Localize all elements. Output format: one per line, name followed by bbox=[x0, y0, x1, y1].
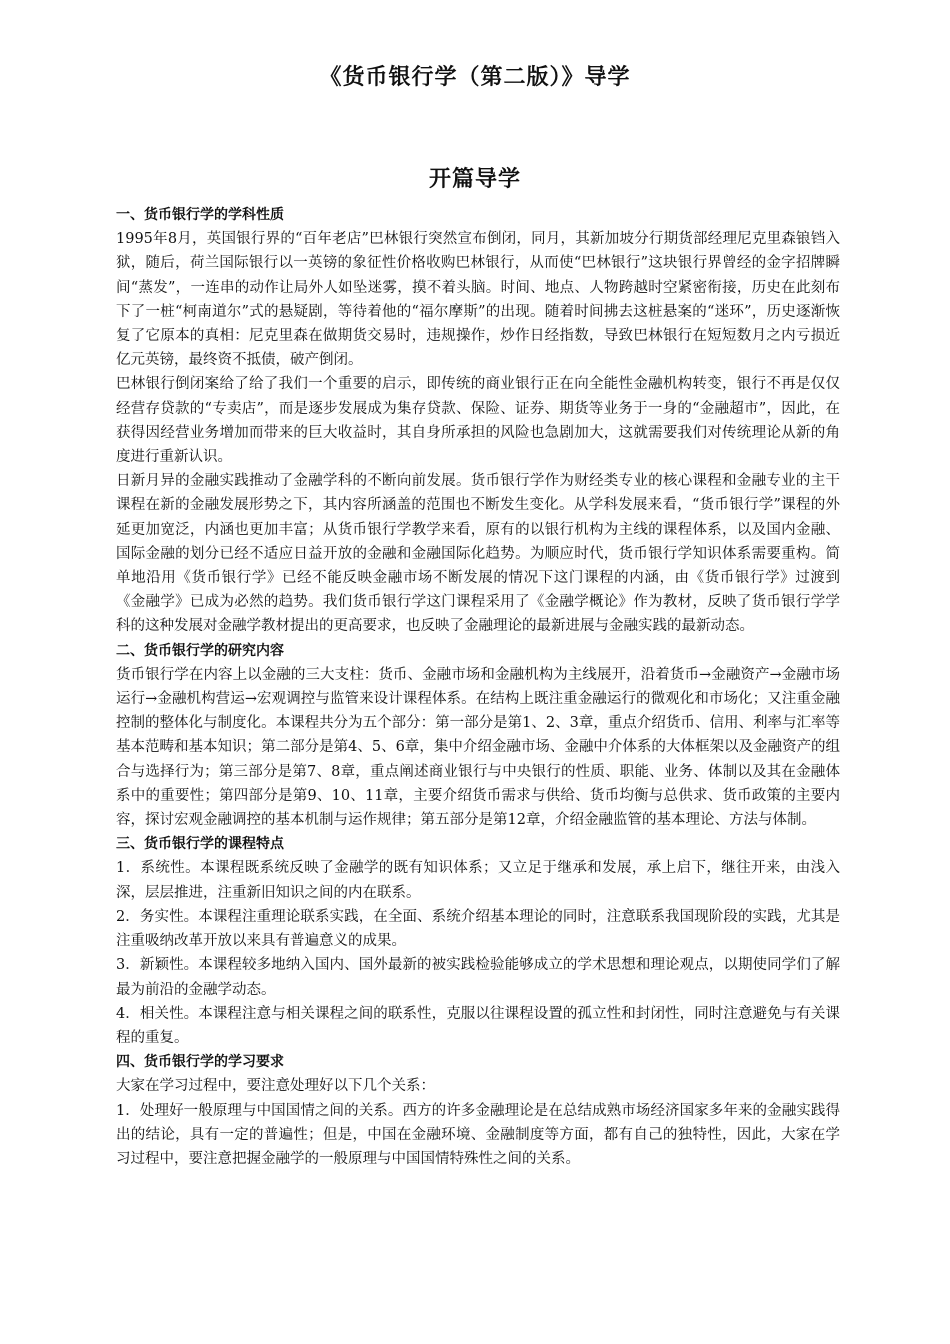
chapter-title: 开篇导学 bbox=[428, 167, 521, 192]
section-heading: 一、货币银行学的学科性质 bbox=[116, 207, 284, 223]
paragraph: 4．相关性。本课程注意与相关课程之间的联系性，克服以往课程设置的孤立性和封闭性，同时注意避免与有关课程的重复。 bbox=[116, 1005, 840, 1046]
paragraph: 3．新颖性。本课程较多地纳入国内、国外最新的被实践检验能够成立的学术思想和理论观点，以期使同学们了解最为前沿的金融学动态。 bbox=[116, 957, 840, 998]
paragraph: 1995年8月，英国银行界的“百年老店”巴林银行突然宣布倒闭，同月，其新加坡分行期货部经理尼克里森锒铛入狱，随后，荷兰国际银行以一英镑的象征性价格收购巴林银行，从而使“巴林银行”这块银行界曾经的金字招牌瞬间“蒸发”，一连串的动作让局外人如坠迷雾，摸不着头脑。时间、地点、人物跨越时空紧密衔接，历史在此刻布下了一桩“柯南道尔”式的悬疑剧，等待着他的“福尔摩斯”的出现。随着时间拂去这桩悬案的“迷环”，历史逐渐恢复了它原本的真相：尼克里森在做期货交易时，违规操作，炒作日经指数，导致巴林银行在短短数月之内亏损近亿元英镑，最终资不抵债，破产倒闭。 bbox=[116, 231, 840, 369]
document-title: 《货币银行学（第二版）》导学 bbox=[319, 65, 631, 90]
section-heading: 四、货币银行学的学习要求 bbox=[116, 1054, 284, 1071]
paragraph: 日新月异的金融实践推动了金融学科的不断向前发展。货币银行学作为财经类专业的核心课程和金融专业的主干课程在新的金融发展形势之下，其内容所涵盖的范围也不断发生变化。从学科发展来看，“货币银行学”课程的外延更加宽泛，内涵也更加丰富；从货币银行学教学来看，原有的以银行机构为主线的课程体系，以及国内金融、国际金融的划分已经不适应日益开放的金融和金融国际化趋势。为顺应时代，货币银行学知识体系需要重构。简单地沿用《货币银行学》已经不能反映金融市场不断发展的情况下这门课程的内涵，由《货币银行学》过渡到《金融学》已成为必然的趋势。我们货币银行学这门课程采用了《金融学概论》作为教材，反映了货币银行学学科的这种发展对金融学教材提出的更高要求，也反映了金融理论的最新进展与金融实践的最新动态。 bbox=[116, 473, 840, 635]
paragraph: 货币银行学在内容上以金融的三大支柱：货币、金融市场和金融机构为主线展开，沿着货币→金融资产→金融市场运行→金融机构营运→宏观调控与监管来设计课程体系。在结构上既注重金融运行的微观化和市场化；又注重金融控制的整体化与制度化。本课程共分为五个部分：第一部分是第1、2、3章，重点介绍货币、信用、利率与汇率等基本范畴和基本知识；第二部分是第4、5、6章，集中介绍金融市场、金融中介体系的大体框架以及金融资产的组合与选择行为；第三部分是第7、8章，重点阐述商业银行与中央银行的性质、职能、业务、体制以及其在金融体系中的重要性；第四部分是第9、10、11章，主要介绍货币需求与供给、货币均衡与总供求、货币政策的主要内容，探讨宏观金融调控的基本机制与运作规律；第五部分是第12章，介绍金融监管的基本理论、方法与体制。 bbox=[116, 666, 840, 829]
section-heading: 三、货币银行学的课程特点 bbox=[116, 836, 284, 853]
paragraph: 2．务实性。本课程注重理论联系实践，在全面、系统介绍基本理论的同时，注意联系我国现阶段的实践，尤其是注重吸纳改革开放以来具有普遍意义的成果。 bbox=[116, 908, 840, 950]
paragraph: 大家在学习过程中，要注意处理好以下几个关系： bbox=[116, 1078, 435, 1095]
paragraph: 巴林银行倒闭案给了给了我们一个重要的启示，即传统的商业银行正在向全能性金融机构转变，银行不再是仅仅经营存贷款的“专卖店”，而是逐步发展成为集存贷款、保险、证券、期货等业务于一身的“金融超市”，因此，在获得因经营业务增加而带来的巨大收益时，其自身所承担的风险也急剧加大，这就需要我们对传统理论从新的角度进行重新认识。 bbox=[116, 376, 840, 466]
paragraph: 1．系统性。本课程既系统反映了金融学的既有知识体系；又立足于继承和发展，承上启下，继往开来，由浅入深，层层推进，注重新旧知识之间的内在联系。 bbox=[116, 860, 840, 901]
section-heading: 二、货币银行学的研究内容 bbox=[116, 642, 284, 659]
document-body bbox=[116, 203, 840, 1171]
paragraph: 1．处理好一般原理与中国国情之间的关系。西方的许多金融理论是在总结成熟市场经济国家多年来的金融实践得出的结论，具有一定的普遍性；但是，中国在金融环境、金融制度等方面，都有自己的独特性，因此，大家在学习过程中，要注意把握金融学的一般原理与中国国情特殊性之间的关系。 bbox=[116, 1102, 840, 1167]
